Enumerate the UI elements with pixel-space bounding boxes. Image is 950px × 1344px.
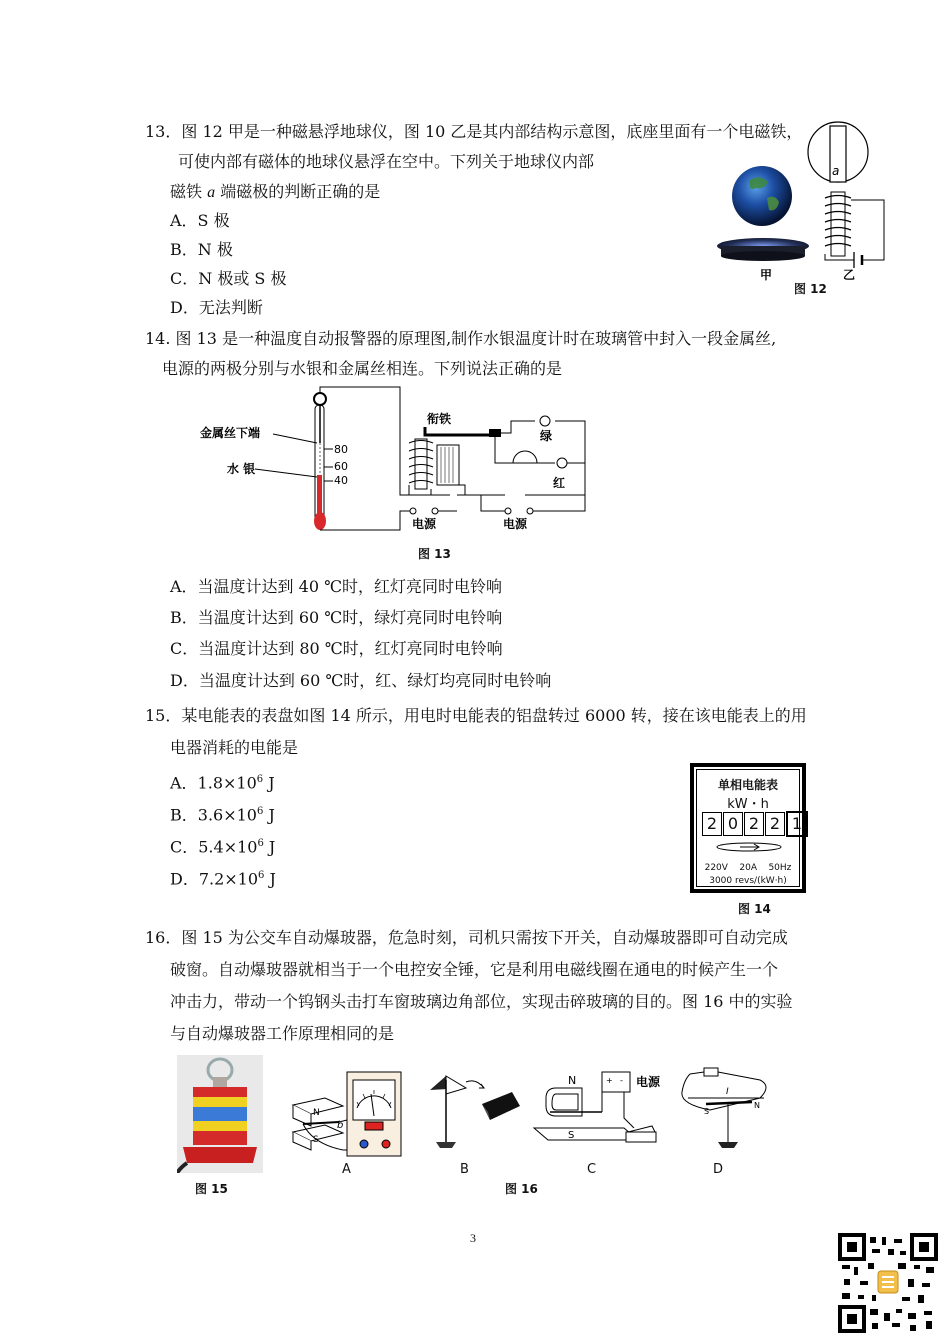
svg-text:电源: 电源	[412, 517, 437, 531]
svg-text:红: 红	[553, 476, 566, 490]
figure-16a-label: A	[342, 1162, 351, 1177]
q14-stem-line1: 14. 图 13 是一种温度自动报警器的原理图,制作水银温度计时在玻璃管中封入一段金属丝,	[145, 329, 777, 348]
q13-stem-line1: 13．图 12 甲是一种磁悬浮地球仪，图 10 乙是其内部结构示意图，底座里面有一个电磁铁，	[145, 122, 803, 141]
svg-text:N: N	[313, 1108, 320, 1118]
svg-text:80: 80	[334, 443, 348, 456]
q13-option-b[interactable]: B．N 极	[170, 240, 233, 259]
meter-digit: 2	[765, 812, 785, 836]
aluminum-disc-icon	[714, 839, 784, 855]
svg-text:I: I	[726, 1087, 729, 1097]
q14-option-d[interactable]: D．当温度计达到 60 ℃时，红、绿灯均亮同时电铃响	[170, 671, 552, 690]
svg-text:b: b	[337, 1120, 344, 1131]
q16-stem-line4: 与自动爆玻器工作原理相同的是	[170, 1024, 395, 1043]
figure-16d-label: D	[713, 1162, 724, 1177]
q15-stem-line2: 电器消耗的电能是	[170, 738, 299, 757]
globe-icon	[732, 166, 792, 226]
meter-revs: 3000 revs/(kW·h)	[709, 876, 787, 886]
figure-16-caption: 图 16	[505, 1182, 538, 1196]
svg-text:甲: 甲	[760, 268, 773, 282]
figure-13-caption: 图 13	[418, 547, 451, 561]
meter-title: 单相电能表	[717, 778, 778, 792]
qr-code-icon[interactable]	[838, 1233, 938, 1333]
green-lamp-icon	[540, 416, 550, 426]
q13-option-c[interactable]: C．N 极或 S 极	[170, 269, 287, 288]
q14-stem-line2: 电源的两极分别与水银和金属丝相连。下列说法正确的是	[162, 359, 563, 378]
svg-text:乙: 乙	[843, 268, 856, 282]
q14-option-c[interactable]: C．当温度计达到 80 ℃时，红灯亮同时电铃响	[170, 639, 503, 658]
svg-text:-: -	[620, 1076, 623, 1085]
q14-option-b[interactable]: B．当温度计达到 60 ℃时，绿灯亮同时电铃响	[170, 608, 503, 627]
svg-text:S: S	[704, 1107, 710, 1116]
svg-text:40: 40	[334, 474, 348, 487]
bell-icon	[513, 451, 537, 463]
figure-16d	[670, 1062, 780, 1157]
svg-text:N: N	[754, 1101, 760, 1110]
q16-stem-line1: 16．图 15 为公交车自动爆玻器，危急时刻，司机只需按下开关，自动爆玻器即可自动完成	[145, 928, 788, 947]
q13-stem-line3: 磁铁 a 端磁极的判断正确的是	[170, 182, 381, 201]
red-lamp-icon	[557, 458, 567, 468]
svg-text:电源: 电源	[636, 1075, 661, 1089]
q13-option-d[interactable]: D．无法判断	[170, 298, 263, 317]
figure-13	[195, 385, 595, 535]
figure-12	[712, 118, 892, 298]
q15-option-d[interactable]: D．$7.2\times 10^6$ J	[170, 869, 276, 889]
figure-15-caption: 图 15	[195, 1182, 228, 1196]
figure-15-photo	[177, 1055, 263, 1173]
figure-12-caption: 图 12	[794, 282, 827, 296]
q15-stem-line1: 15．某电能表的表盘如图 14 所示，用电时电能表的铝盘转过 6000 转，接在该电能表上的用	[145, 706, 807, 725]
q15-option-a[interactable]: A．$1.8\times 10^6$ J	[170, 773, 275, 793]
meter-digit: 2	[744, 812, 764, 836]
page-number: 3	[470, 1231, 476, 1245]
meter-unit: kW・h	[727, 797, 769, 812]
q15-option-c[interactable]: C．$5.4\times 10^6$ J	[170, 837, 276, 857]
figure-16c	[528, 1068, 668, 1150]
svg-text:衔铁: 衔铁	[427, 412, 452, 426]
figure-16b	[422, 1072, 522, 1152]
q13-option-a[interactable]: A．S 极	[170, 211, 230, 230]
figure-14-meter	[690, 763, 806, 893]
figure-14-caption: 图 14	[738, 902, 771, 916]
meter-digits	[702, 811, 809, 837]
svg-text:电源: 电源	[503, 517, 528, 531]
q14-option-a[interactable]: A．当温度计达到 40 ℃时，红灯亮同时电铃响	[170, 577, 502, 596]
svg-text:+: +	[606, 1076, 613, 1085]
svg-text:N: N	[568, 1074, 577, 1087]
svg-text:金属丝下端: 金属丝下端	[200, 426, 261, 440]
svg-text:绿: 绿	[540, 429, 553, 443]
meter-spec: 220V 20A 50Hz	[704, 863, 792, 873]
bar-magnet-icon	[482, 1092, 520, 1120]
q16-stem-line3: 冲击力，带动一个钨钢头击打车窗玻璃边角部位，实现击碎玻璃的目的。图 16 中的实验	[170, 992, 793, 1011]
meter-digit: 0	[723, 812, 743, 836]
battery-icon	[704, 1068, 718, 1076]
q16-stem-line2: 破窗。自动爆玻器就相当于一个电控安全锤，它是利用电磁线圈在通电的时候产生一个	[170, 960, 779, 979]
figure-16b-label: B	[460, 1162, 469, 1177]
svg-text:S: S	[313, 1135, 319, 1145]
figure-16c-label: C	[587, 1162, 597, 1177]
q15-option-b[interactable]: B．$3.6\times 10^6$ J	[170, 805, 275, 825]
armature	[425, 427, 495, 435]
svg-text:a: a	[832, 164, 840, 178]
svg-text:60: 60	[334, 460, 348, 473]
svg-text:水 银: 水 银	[227, 462, 256, 476]
meter-digit: 2	[702, 812, 722, 836]
svg-text:S: S	[568, 1130, 575, 1141]
magnetic-needle-icon	[706, 1102, 752, 1104]
figure-16a	[285, 1070, 407, 1160]
meter-digit: 1	[786, 811, 808, 837]
q13-stem-line2: 可使内部有磁体的地球仪悬浮在空中。下列关于地球仪内部	[178, 152, 595, 171]
